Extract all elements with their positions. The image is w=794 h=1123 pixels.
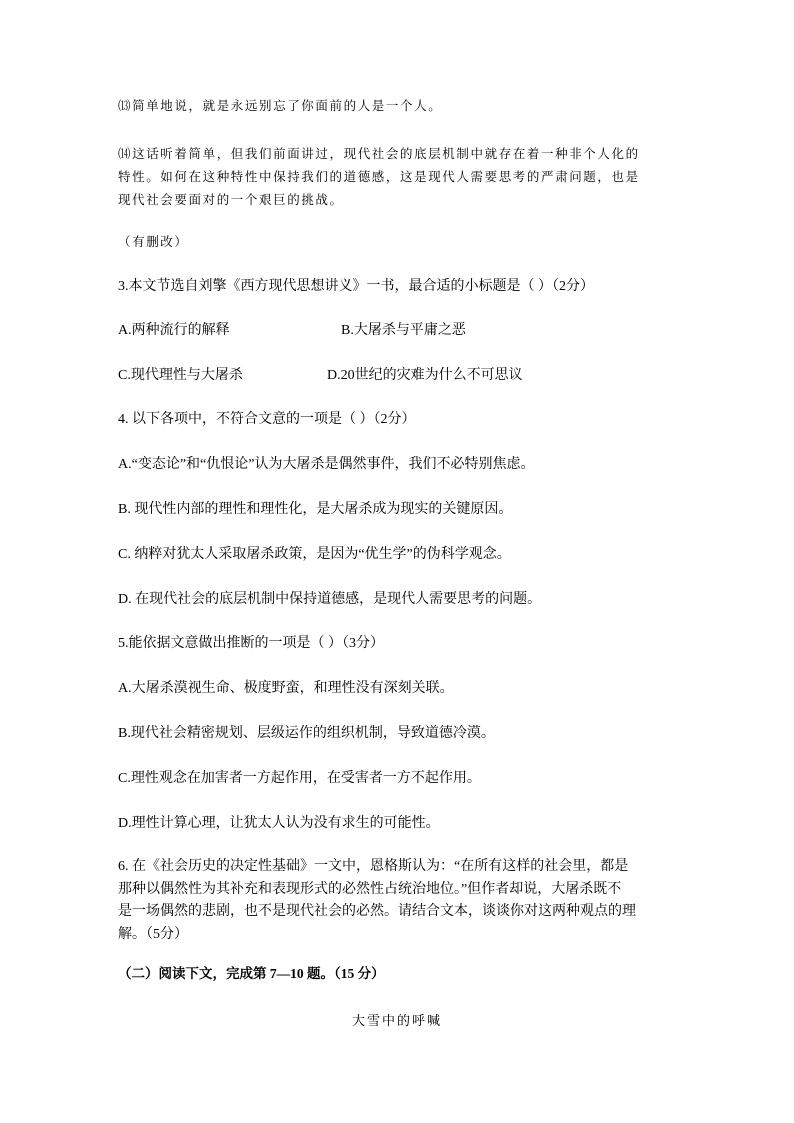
passage-paragraph-14 xyxy=(118,142,678,211)
question-6-line: 6. 在《社会历史的决定性基础》一文中，恩格斯认为：“在所有这样的社会里，都是 xyxy=(118,859,629,874)
passage-paragraph-13: ⒀简单地说，就是永远别忘了你面前的人是一个人。 xyxy=(118,98,443,113)
question-4-stem: 4. 以下各项中，不符合文意的一项是（ ）（2分） xyxy=(118,412,416,427)
question-4-option-d: D. 在现代社会的底层机制中保持道德感，是现代人需要思考的问题。 xyxy=(118,592,542,607)
section-2-heading: （二）阅读下文，完成第 7—10 题。（15 分） xyxy=(118,966,385,981)
question-3-stem: 3.本文节选自刘擎《西方现代思想讲义》一书，最合适的小标题是（ ）（2分） xyxy=(118,279,594,294)
question-3-option-c: C.现代理性与大屠杀 xyxy=(118,368,243,383)
question-3-option-b: B.大屠杀与平庸之恶 xyxy=(341,323,466,338)
question-5-option-a: A.大屠杀漠视生命、极度野蛮，和理性没有深刻关联。 xyxy=(118,681,454,696)
question-3-option-d: D.20世纪的灾难为什么不可思议 xyxy=(327,368,523,383)
revision-note: （有删改） xyxy=(118,234,189,249)
paragraph-14-line: 现代社会要面对的一个艰巨的挑战。 xyxy=(118,192,344,207)
question-4-option-a: A.“变态论”和“仇恨论”认为大屠杀是偶然事件，我们不必特别焦虑。 xyxy=(118,457,535,472)
question-4-option-c: C. 纳粹对犹太人采取屠杀政策，是因为“优生学”的伪科学观念。 xyxy=(118,547,511,562)
question-6-line: 是一场偶然的悲剧，也不是现代社会的必然。请结合文本，谈谈你对这两种观点的理 xyxy=(118,904,636,919)
question-6-line: 解。（5分） xyxy=(118,926,188,942)
question-5-option-b: B.现代社会精密规划、层级运作的组织机制，导致道德冷漠。 xyxy=(118,726,495,741)
article-title: 大雪中的呼喊 xyxy=(351,1014,442,1029)
paragraph-14-line: 特性。如何在这种特性中保持我们的道德感，这是现代人需要思考的严肃问题，也是 xyxy=(118,169,640,184)
question-6 xyxy=(118,856,678,946)
question-5-stem: 5.能依据文意做出推断的一项是（ ）（3分） xyxy=(118,636,384,651)
paragraph-14-line: ⒁这话听着简单，但我们前面讲过，现代社会的底层机制中就存在着一种非个人化的 xyxy=(118,146,640,161)
question-4-option-b: B. 现代性内部的理性和理性化，是大屠杀成为现实的关键原因。 xyxy=(118,502,513,517)
question-6-line: 那种以偶然性为其补充和表现形式的必然性占统治地位。”但作者却说，大屠杀既不 xyxy=(118,881,622,897)
question-5-option-d: D.理性计算心理，让犹太人认为没有求生的可能性。 xyxy=(118,816,440,831)
question-5-option-c: C.理性观念在加害者一方起作用，在受害者一方不起作用。 xyxy=(118,771,481,786)
question-3-option-a: A.两种流行的解释 xyxy=(118,323,230,338)
